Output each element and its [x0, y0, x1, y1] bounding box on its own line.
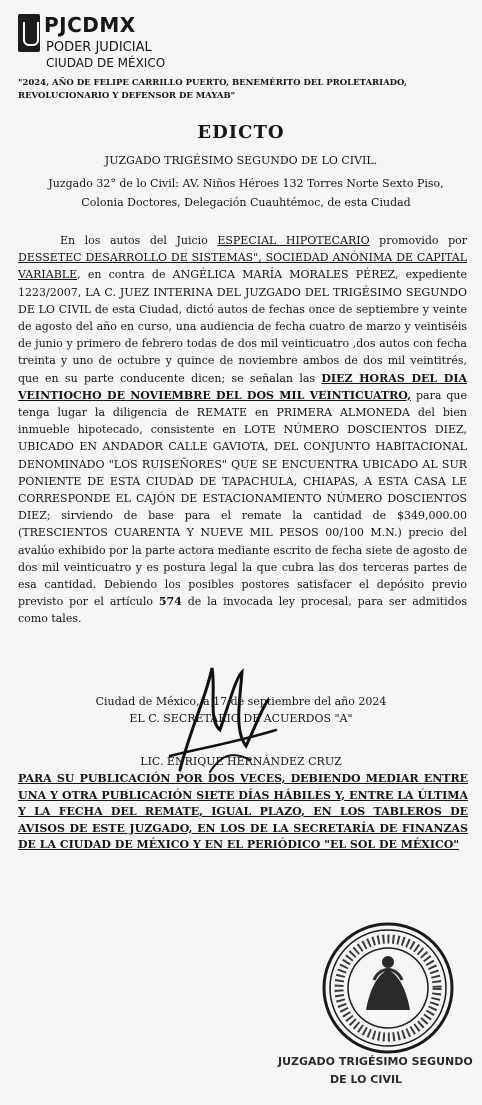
body-part-5: de la invocada ley procesal, para ser admitidos como tales.	[18, 595, 467, 626]
logo-brand: PJCDMX	[44, 13, 136, 37]
year-motto: "2024, AÑO DE FELIPE CARRILLO PUERTO, BENEMÉRITO DEL PROLETARIADO, REVOLUCIONARIO Y DEFENSOR DE MAYAB"	[18, 78, 407, 101]
seal-caption-line-1: JUZGADO TRIGÉSIMO SEGUNDO	[278, 1055, 473, 1068]
signer-name: LIC. ENRIQUE HERNÁNDEZ CRUZ	[140, 755, 342, 768]
body-part-1: En los autos del Juicio	[60, 234, 218, 247]
logo-line-2: CIUDAD DE MÉXICO	[46, 56, 166, 70]
court-logo-emblem	[18, 14, 40, 52]
hearing-date: DIEZ HORAS DEL DIA VEINTIOCHO DE NOVIEMBRE DEL DOS MIL VEINTICUATRO,	[18, 371, 467, 402]
trial-type: ESPECIAL HIPOTECARIO	[217, 234, 370, 247]
law-article: 574	[158, 595, 182, 609]
body-part-2: promovido por	[369, 234, 467, 247]
seal-caption-line-2: DE LO CIVIL	[330, 1073, 403, 1086]
document-title: EDICTO	[197, 122, 285, 143]
secretary-title: EL C. SECRETARIO DE ACUERDOS "A"	[129, 712, 353, 725]
court-name: JUZGADO TRIGÉSIMO SEGUNDO DE LO CIVIL.	[104, 154, 378, 167]
place-and-date: Ciudad de México, a 17 de septiembre del año 2024	[95, 695, 387, 708]
court-address: Juzgado 32° de lo Civil: AV. Niños Héroes 132 Torres Norte Sexto Piso, Colonia Doctores, Delegación Cuauhtémoc, de esta Ciudad	[48, 177, 444, 209]
logo-line-1: PODER JUDICIAL	[46, 40, 152, 55]
body-part-3: , en contra de ANGÉLICA MARÍA MORALES PÉREZ, expediente 1223/2007, LA C. JUEZ INTERINA DEL JUZGADO DEL TRIGÉSIMO SEGUNDO DE LO CIVIL de esta Ciudad, dictó autos de fechas once de septiembre y veinte de agosto del año en curso, una audiencia de fecha cuatro de marzo y veintiséis de junio y primero de febrero todas de dos mil veinticuatro ,dos autos con fecha treinta y uno de octubre y quince de noviembre ambos de dos mil veintitrés, que en su parte conducente dicen; se señalan las	[18, 268, 467, 385]
body-part-4: para que tenga lugar la diligencia de REMATE en PRIMERA ALMONEDA del bien inmueble hipotecado, consistente en LOTE NÚMERO DOSCIENTOS DIEZ, UBICADO EN ANDADOR CALLE GAVIOTA, DEL CONJUNTO HABITACIONAL DENOMINADO "LOS RUISEÑORES" QUE SE ENCUENTRA UBICADO AL SUR PONIENTE DE ESTA CIUDAD DE TAPACHULA, CHIAPAS, A ESTA CASA LE CORRESPONDE EL CAJÓN DE ESTACIONAMIENTO NÚMERO DOSCIENTOS DIEZ; sirviendo de base para el remate la cantidad de $349,000.00 (TRESCIENTOS CUARENTA Y NUEVE MIL PESOS 00/100 M.N.) precio del avalúo exhibido por la parte actora mediante escrito de fecha siete de agosto de dos mil veinticuatro y es postura legal la que cubra las dos terceras partes de esa cantidad. Debiendo los posibles postores satisfacer el depósito previo previsto por el artículo	[18, 388, 468, 609]
plaintiff-name: DESSETEC DESARROLLO DE SISTEMAS", SOCIEDAD ANÓNIMA DE CAPITAL VARIABLE	[18, 251, 467, 282]
edict-body	[18, 232, 467, 628]
court-seal	[318, 918, 458, 1058]
publication-instructions: PARA SU PUBLICACIÓN POR DOS VECES, DEBIENDO MEDIAR ENTRE UNA Y OTRA PUBLICACIÓN SIETE DÍAS HÁBILES Y, ENTRE LA ÚLTIMA Y LA FECHA DEL REMATE, IGUAL PLAZO, EN LOS TABLEROS DE AVISOS DE ESTE JUZGADO, EN LOS DE LA SECRETARÍA DE FINANZAS DE LA CIUDAD DE MÉXICO Y EN EL PERIÓDICO "EL SOL DE MÉXICO"	[18, 772, 468, 851]
